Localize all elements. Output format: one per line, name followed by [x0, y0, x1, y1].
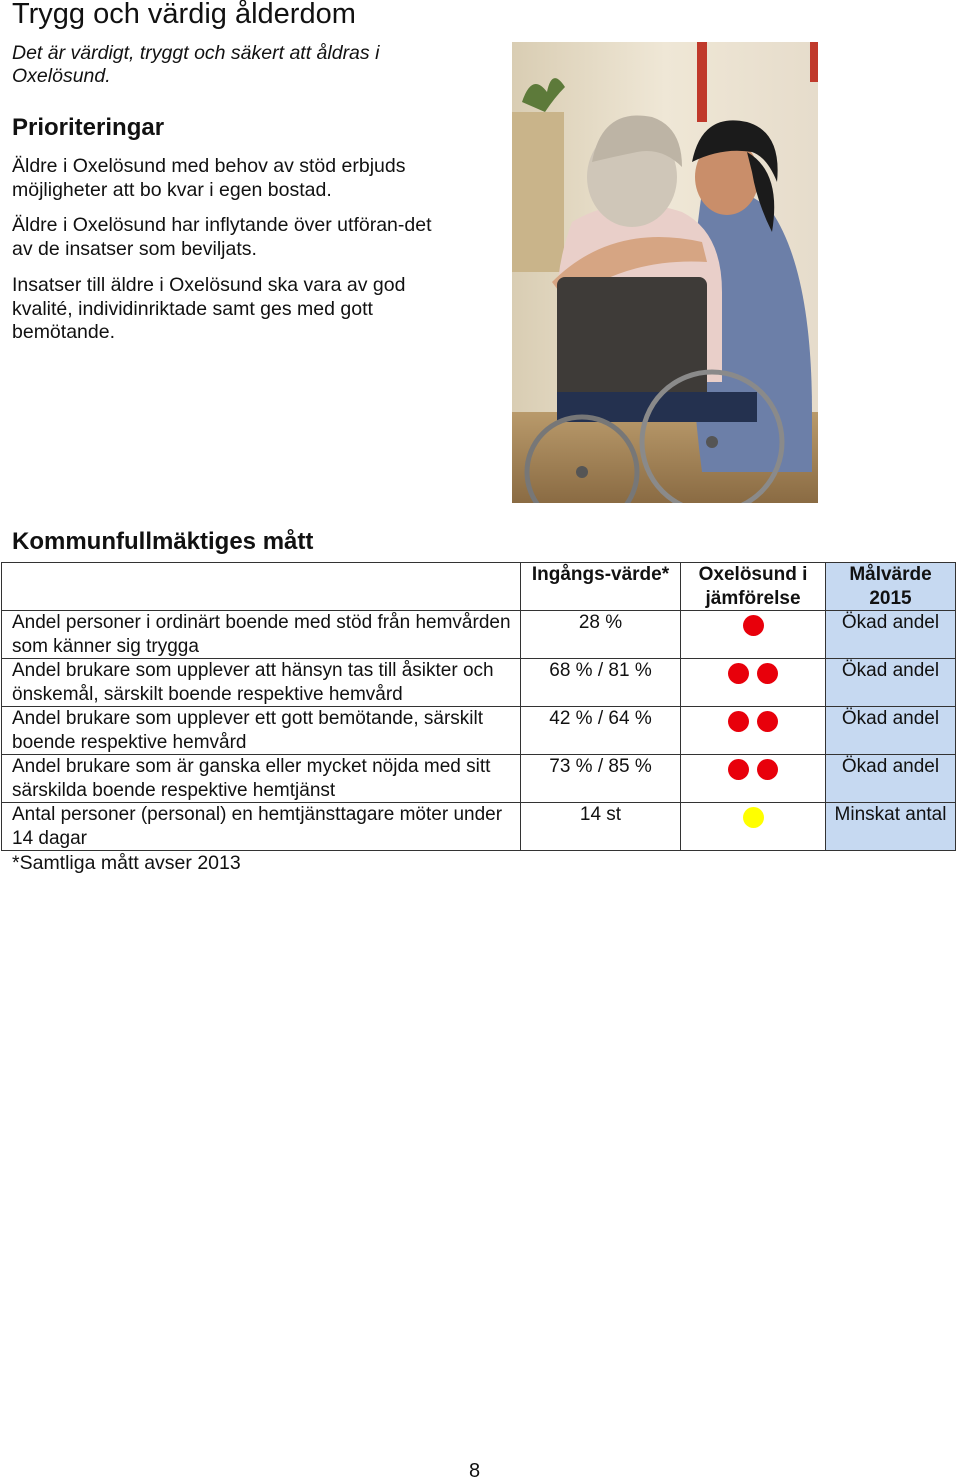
measure-initial: 42 % / 64 %	[521, 707, 681, 755]
measure-target: Minskat antal	[826, 803, 956, 851]
measures-heading: Kommunfullmäktiges mått	[12, 528, 314, 555]
table-row	[2, 659, 956, 707]
red-status-dot-icon	[728, 663, 749, 684]
measure-comparison	[681, 659, 826, 707]
header-label	[2, 563, 521, 611]
table-header-row	[2, 563, 956, 611]
red-status-dot-icon	[757, 663, 778, 684]
measure-comparison	[681, 755, 826, 803]
header-initial: Ingångs-värde*	[521, 563, 681, 611]
measure-label: Andel brukare som är ganska eller mycket nöjda med sitt särskilda boende respektive hemtjänst	[2, 755, 521, 803]
measure-target: Ökad andel	[826, 707, 956, 755]
measure-target: Ökad andel	[826, 659, 956, 707]
measure-label: Andel personer i ordinärt boende med stöd från hemvården som känner sig trygga	[2, 611, 521, 659]
measure-target: Ökad andel	[826, 611, 956, 659]
yellow-status-dot-icon	[743, 807, 764, 828]
header-comparison: Oxelösund i jämförelse	[681, 563, 826, 611]
red-status-dot-icon	[743, 615, 764, 636]
priority-item: Äldre i Oxelösund med behov av stöd erbjuds möjligheter att bo kvar i egen bostad.	[12, 155, 406, 201]
measure-label: Antal personer (personal) en hemtjänsttagare möter under 14 dagar	[2, 803, 521, 851]
priorities-heading: Prioriteringar	[12, 114, 165, 141]
measure-label: Andel brukare som upplever att hänsyn tas till åsikter och önskemål, särskilt boende respektive hemvård	[2, 659, 521, 707]
page-title: Trygg och värdig ålderdom	[12, 0, 356, 30]
table-row	[2, 803, 956, 851]
measure-initial: 28 %	[521, 611, 681, 659]
measure-comparison	[681, 707, 826, 755]
measure-comparison	[681, 611, 826, 659]
header-target: Målvärde 2015	[826, 563, 956, 611]
red-status-dot-icon	[728, 711, 749, 732]
measure-target: Ökad andel	[826, 755, 956, 803]
page-subtitle: Det är värdigt, tryggt och säkert att åldras i Oxelösund.	[12, 42, 380, 87]
caregiver-photo	[512, 42, 818, 503]
measure-comparison	[681, 803, 826, 851]
measure-initial: 73 % / 85 %	[521, 755, 681, 803]
table-row	[2, 707, 956, 755]
priority-item: Äldre i Oxelösund har inflytande över utföran-det av de insatser som beviljats.	[12, 214, 432, 260]
footnote: *Samtliga mått avser 2013	[12, 852, 241, 874]
measure-initial: 68 % / 81 %	[521, 659, 681, 707]
red-status-dot-icon	[757, 759, 778, 780]
red-status-dot-icon	[757, 711, 778, 732]
page-number: 8	[469, 1460, 481, 1482]
measures-table	[1, 562, 956, 851]
measure-initial: 14 st	[521, 803, 681, 851]
priority-item: Insatser till äldre i Oxelösund ska vara av god kvalité, individinriktade samt ges med gott bemötande.	[12, 274, 406, 343]
table-row	[2, 611, 956, 659]
red-status-dot-icon	[728, 759, 749, 780]
measure-label: Andel brukare som upplever ett gott bemötande, särskilt boende respektive hemvård	[2, 707, 521, 755]
table-row	[2, 755, 956, 803]
